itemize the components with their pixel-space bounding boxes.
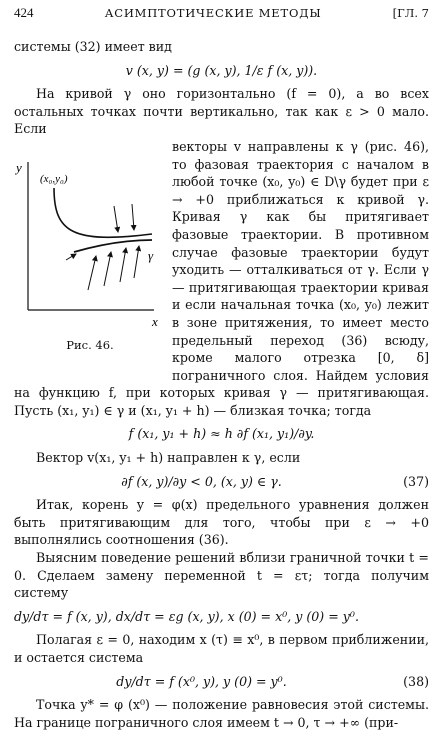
chapter-marker: [ГЛ. 7 xyxy=(392,6,429,20)
gamma-label: γ xyxy=(148,247,154,263)
phase-plane-diagram xyxy=(14,140,166,335)
paragraph: Выясним поведение решений вблизи граничной точки t = 0. Сделаем замену переменной t = ετ; тогда получим систему xyxy=(14,550,429,601)
equation-37 xyxy=(14,473,429,491)
equation-number: (38) xyxy=(403,673,429,689)
vector-arrow xyxy=(66,254,76,260)
figure-caption: Рис. 46. xyxy=(66,337,114,352)
book-page xyxy=(14,4,429,731)
equation-38 xyxy=(14,673,429,691)
vector-arrow xyxy=(134,246,139,278)
paragraph: Точка y* = φ (x⁰) — положение равновесия этой системы. На границе пограничного слоя имеем t → 0, τ → +∞ (при- xyxy=(14,697,429,730)
paragraph: Итак, корень y = φ(x) предельного уравнения должен быть притягивающим для того, чтобы при ε → +0 выполнялись соотношения (36). xyxy=(14,497,429,548)
equation: dy/dτ = f (x, y), dx/dτ = εg (x, y), x (0) = x⁰, y (0) = y⁰. xyxy=(14,608,359,624)
equation-body: ∂f (x, y)/∂y < 0, (x, y) ∈ γ. xyxy=(121,473,282,489)
axis-y-label: y xyxy=(16,159,22,175)
equation-body: dy/dτ = f (x⁰, y), y (0) = y⁰. xyxy=(116,673,287,689)
equation-number: (37) xyxy=(403,473,429,489)
axis-x-label: x xyxy=(152,313,158,329)
paragraph: системы (32) имеет вид xyxy=(14,39,172,54)
paragraph: Полагая ε = 0, находим x (τ) ≡ x⁰, в первом приближении, и остается система xyxy=(14,632,429,665)
page-number: 424 xyxy=(14,5,34,20)
paragraph: Вектор v(x₁, y₁ + h) направлен к γ, если xyxy=(36,450,301,466)
vector-arrow xyxy=(88,256,96,290)
initial-point-label: (x₀,y₀) xyxy=(40,172,68,185)
running-header xyxy=(14,4,429,24)
gamma-curve xyxy=(74,240,152,252)
vector-arrow xyxy=(132,204,134,230)
figure-46 xyxy=(14,140,166,368)
vector-arrow xyxy=(114,206,118,232)
trajectory-curve xyxy=(54,188,152,237)
equation: f (x₁, y₁ + h) ≈ h ∂f (x₁, y₁)/∂y. xyxy=(128,426,315,442)
running-title: АСИМПТОТИЧЕСКИЕ МЕТОДЫ xyxy=(104,6,322,20)
paragraph: На кривой γ оно горизонтально (f = 0), а во всех остальных точках почти вертикально, так как ε > 0 мало. Если xyxy=(14,86,429,137)
vector-arrow xyxy=(120,248,126,282)
paragraph: векторы v направлены к γ (рис. 46), то фазовая траектория с началом в любой точке (x₀, y₀) ∈ D\γ будет при ε → +0 приближаться к кривой γ. Кривая γ как бы притягивает фазовые траектории. В противном случае фазовые траектории будут уходить — отталкиваться от γ. Если γ — притягивающая траектории кривая и если начальная точка (x₀, y₀) лежит в зоне притяжения, то имеет место предельный переход (36) всюду, кроме малого отрезка [0, δ] пограничного слоя. Найдем условия на функцию f, при которых кривая γ — притягивающая. Пусть (x₁, y₁) ∈ γ и (x₁, y₁ + h) — близкая точка; тогда xyxy=(14,138,429,418)
equation: v (x, y) = (g (x, y), 1/ε f (x, y)). xyxy=(125,62,318,78)
vector-arrow xyxy=(104,252,111,286)
